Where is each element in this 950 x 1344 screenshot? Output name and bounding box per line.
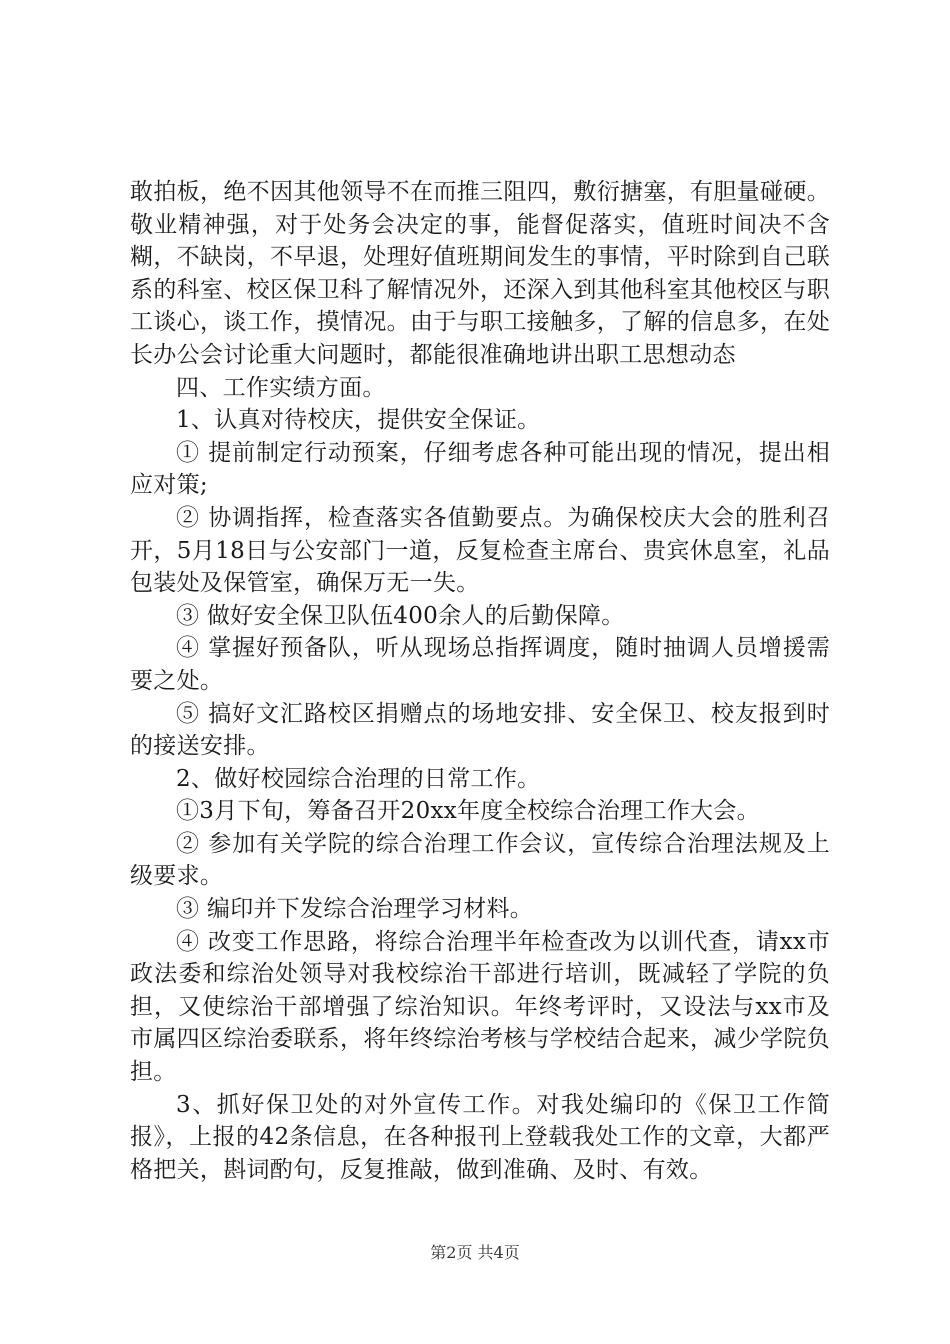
list-item: ③ 编印并下发综合治理学习材料。 [176,896,534,923]
list-item: ① 提前制定行动预案，仔细考虑各种可能出现的情况，提出相应对策; [130,439,830,499]
list-item: ② 参加有关学院的综合治理工作会议，宣传综合治理法规及上级要求。 [130,830,830,890]
section-heading-work-results: 四、工作实绩方面。 [176,374,386,401]
page-footer: 第2页 共4页 [430,1243,520,1262]
item-heading-2: 2、做好校园综合治理的日常工作。 [176,765,541,792]
list-item: ④ 掌握好预备队，听从现场总指挥调度，随时抽调人员增援需要之处。 [130,635,830,694]
document-body [130,176,830,1186]
list-item: ⑤ 搞好文汇路校区捐赠点的场地安排、安全保卫、校友报到时的接送安排。 [130,700,830,760]
item-heading-1: 1、认真对待校庆，提供安全保证。 [176,407,541,434]
list-item: ② 协调指挥，检查落实各值勤要点。为确保校庆大会的胜利召开，5月18日与公安部门一道，反复检查主席台、贵宾休息室，礼品包装处及保管室，确保万无一失。 [130,504,830,597]
list-item: ③ 做好安全保卫队伍400余人的后勤保障。 [176,602,625,629]
list-item: ①3月下旬，筹备召开20xx年度全校综合治理工作大会。 [176,798,760,825]
list-item: ④ 改变工作思路，将综合治理半年检查改为以训代查，请xx市政法委和综治处领导对我校综治干部进行培训，既减轻了学院的负担，又使综治干部增强了综治知识。年终考评时，又设法与xx市及市属四区综治委联系，将年终综治考核与学校结合起来，减少学院负担。 [130,928,830,1086]
paragraph-1: 敢拍板，绝不因其他领导不在而推三阻四，敷衍搪塞，有胆量碰硬。敬业精神强，对于处务会决定的事，能督促落实，值班时间决不含糊，不缺岗，不早退，处理好值班期间发生的事情，平时除到自己联系的科室、校区保卫科了解情况外，还深入到其他科室其他校区与职工谈心，谈工作，摸情况。由于与职工接触多，了解的信息多，在处长办公会讨论重大问题时，都能很准确地讲出职工思想动态 [130,179,830,368]
item-heading-3: 3、抓好保卫处的对外宣传工作。对我处编印的《保卫工作简报》，上报的42条信息，在各种报刊上登载我处工作的文章，大都严格把关，斟词酌句，反复推敲，做到准确、及时、有效。 [130,1091,830,1183]
